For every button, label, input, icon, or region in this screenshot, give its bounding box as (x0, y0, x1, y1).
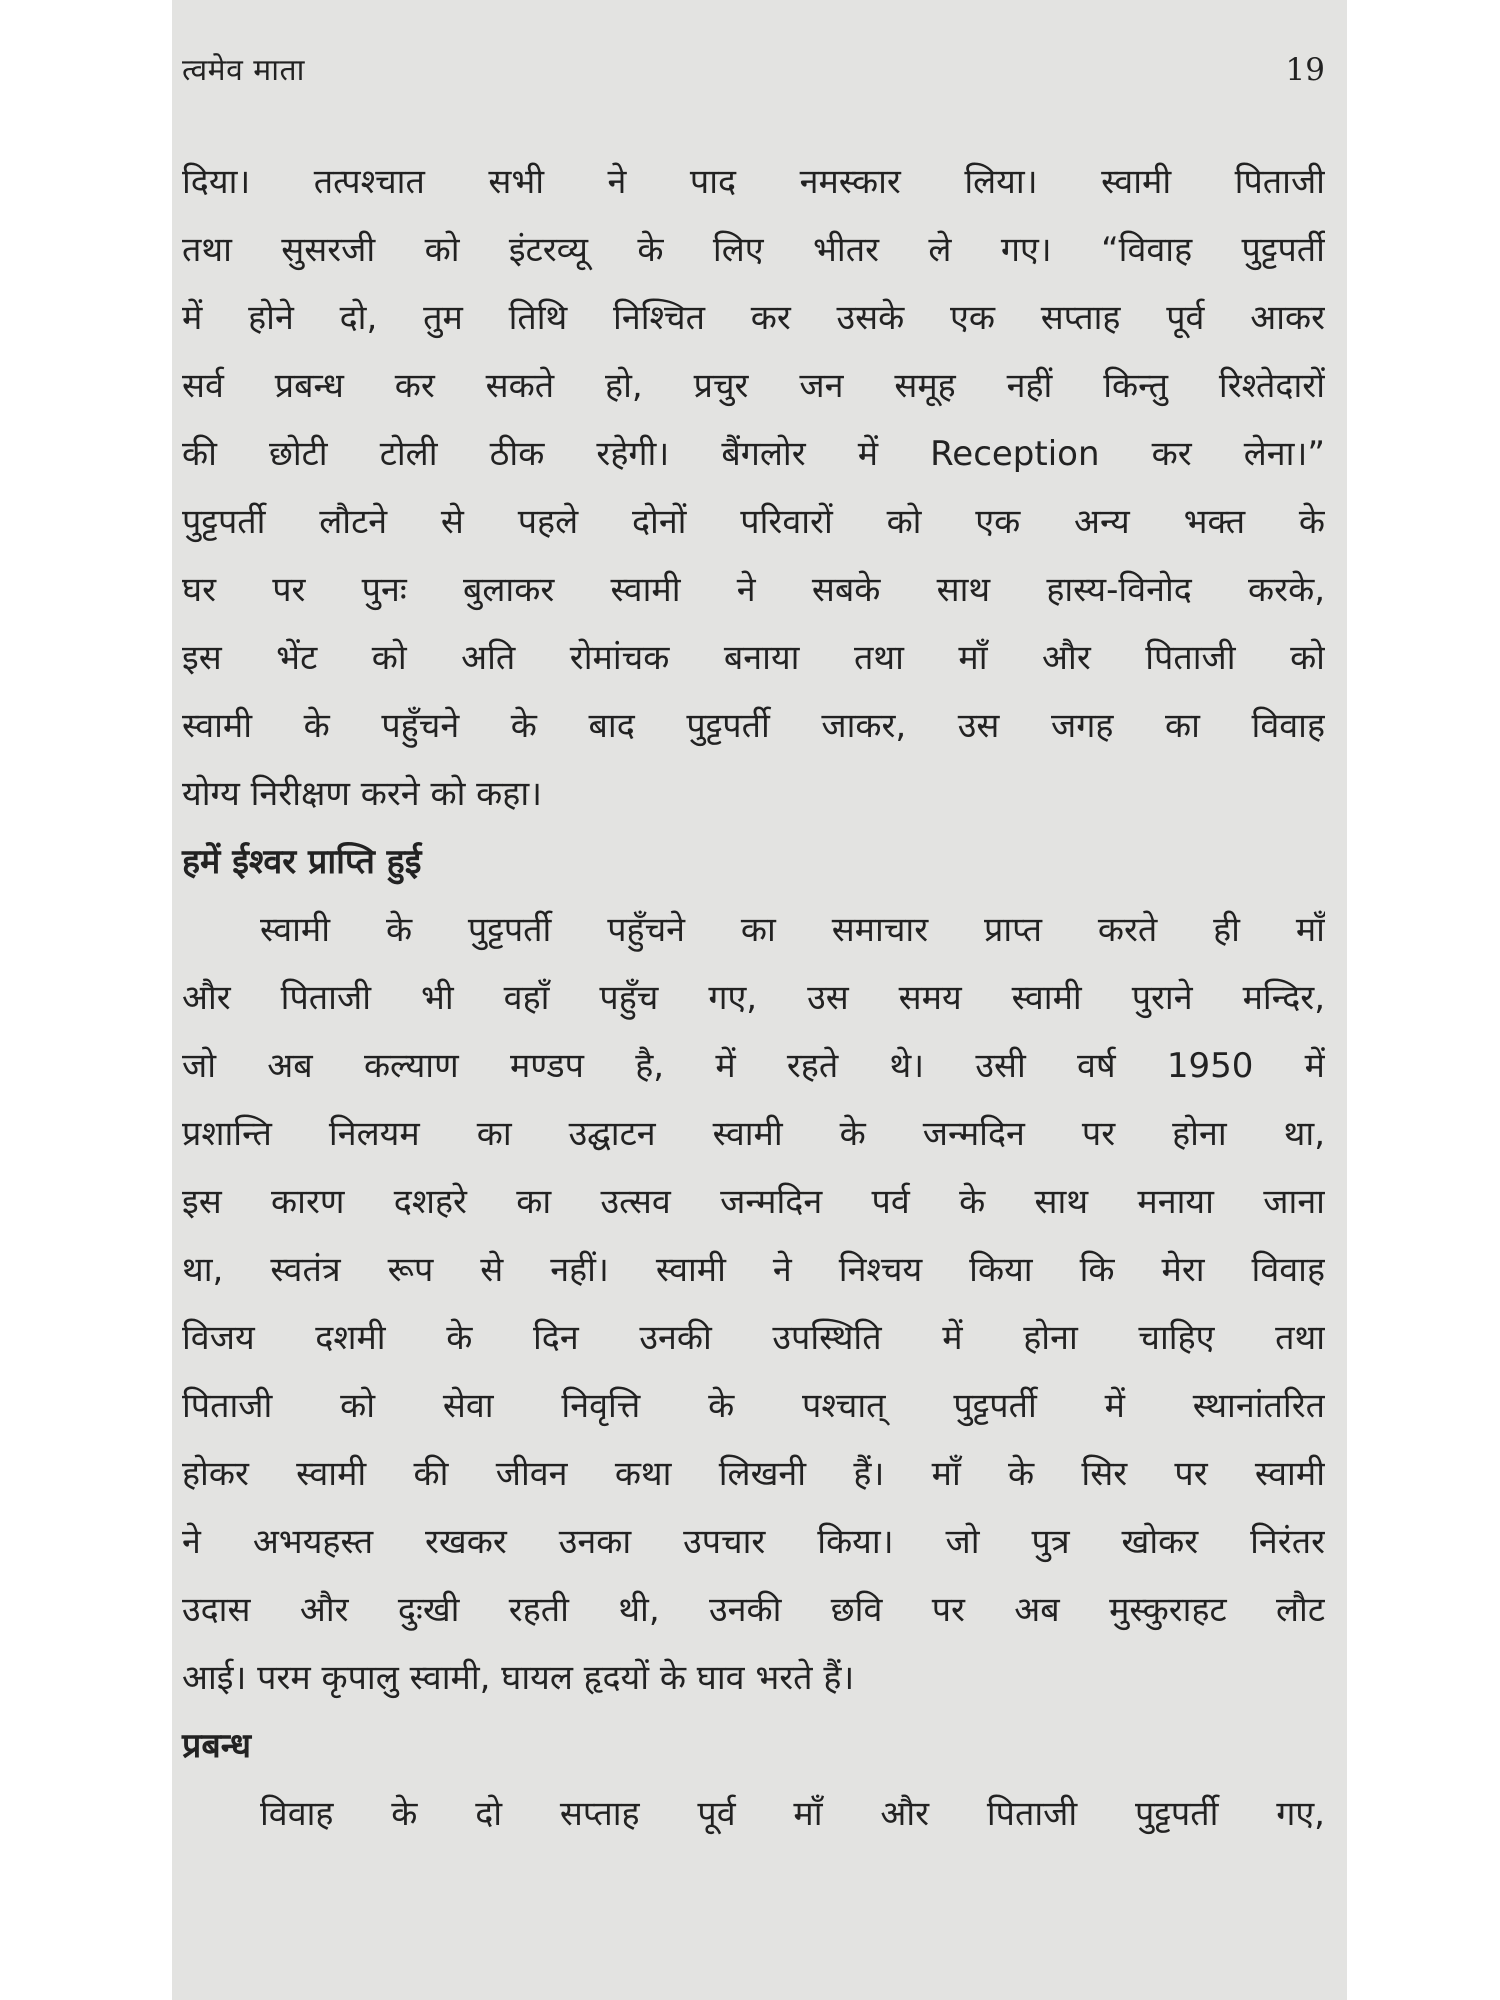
text-line: स्वामी के पहुँचने के बाद पुट्टपर्ती जाकर, उस जगह का विवाह (182, 706, 1325, 746)
text-line: पुट्टपर्ती लौटने से पहले दोनों परिवारों को एक अन्य भक्त के (182, 502, 1325, 542)
text-line: आई। परम कृपालु स्वामी, घायल हृदयों के घाव भरते हैं। (182, 1658, 855, 1698)
text-line: विजय दशमी के दिन उनकी उपस्थिति में होना चाहिए तथा (182, 1318, 1325, 1358)
page-number: 19 (1285, 52, 1325, 88)
text-line: प्रशान्ति निलयम का उद्घाटन स्वामी के जन्मदिन पर होना था, (182, 1114, 1325, 1154)
text-line: की छोटी टोली ठीक रहेगी। बैंगलोर में Reception कर लेना।” (182, 434, 1325, 474)
text-line: था, स्वतंत्र रूप से नहीं। स्वामी ने निश्चय किया कि मेरा विवाह (182, 1250, 1325, 1290)
running-title: त्वमेव माता (182, 53, 305, 88)
text-line: उदास और दुःखी रहती थी, उनकी छवि पर अब मुस्कुराहट लौट (182, 1590, 1325, 1630)
text-line: पिताजी को सेवा निवृत्ति के पश्चात् पुट्टपर्ती में स्थानांतरित (182, 1386, 1325, 1426)
text-line: विवाह के दो सप्ताह पूर्व माँ और पिताजी पुट्टपर्ती गए, (260, 1794, 1325, 1834)
book-page (172, 0, 1347, 2000)
text-line: तथा सुसरजी को इंटरव्यू के लिए भीतर ले गए। “विवाह पुट्टपर्ती (182, 230, 1325, 270)
text-line: इस कारण दशहरे का उत्सव जन्मदिन पर्व के साथ मनाया जाना (182, 1182, 1325, 1222)
paragraph (182, 148, 1325, 828)
text-line: योग्य निरीक्षण करने को कहा। (182, 774, 543, 814)
paragraph (182, 1780, 1325, 1848)
text-line: में होने दो, तुम तिथि निश्चित कर उसके एक सप्ताह पूर्व आकर (182, 298, 1325, 338)
text-line: स्वामी के पुट्टपर्ती पहुँचने का समाचार प्राप्त करते ही माँ (260, 910, 1325, 950)
text-line: घर पर पुनः बुलाकर स्वामी ने सबके साथ हास्य-विनोद करके, (182, 570, 1325, 610)
paragraph (182, 896, 1325, 1712)
page-body (182, 148, 1325, 1848)
text-line: इस भेंट को अति रोमांचक बनाया तथा माँ और पिताजी को (182, 638, 1325, 678)
section-heading: प्रबन्ध (182, 1726, 252, 1766)
text-line: ने अभयहस्त रखकर उनका उपचार किया। जो पुत्र खोकर निरंतर (182, 1522, 1325, 1562)
text-line: दिया। तत्पश्चात सभी ने पाद नमस्कार लिया। स्वामी पिताजी (182, 162, 1325, 202)
text-line: सर्व प्रबन्ध कर सकते हो, प्रचुर जन समूह नहीं किन्तु रिश्तेदारों (182, 366, 1325, 406)
text-line: जो अब कल्याण मण्डप है, में रहते थे। उसी वर्ष 1950 में (182, 1046, 1325, 1086)
text-line: और पिताजी भी वहाँ पहुँच गए, उस समय स्वामी पुराने मन्दिर, (182, 978, 1325, 1018)
text-line: होकर स्वामी की जीवन कथा लिखनी हैं। माँ के सिर पर स्वामी (182, 1454, 1325, 1494)
page-header (182, 48, 1325, 98)
section-heading: हमें ईश्वर प्राप्ति हुई (182, 842, 422, 882)
